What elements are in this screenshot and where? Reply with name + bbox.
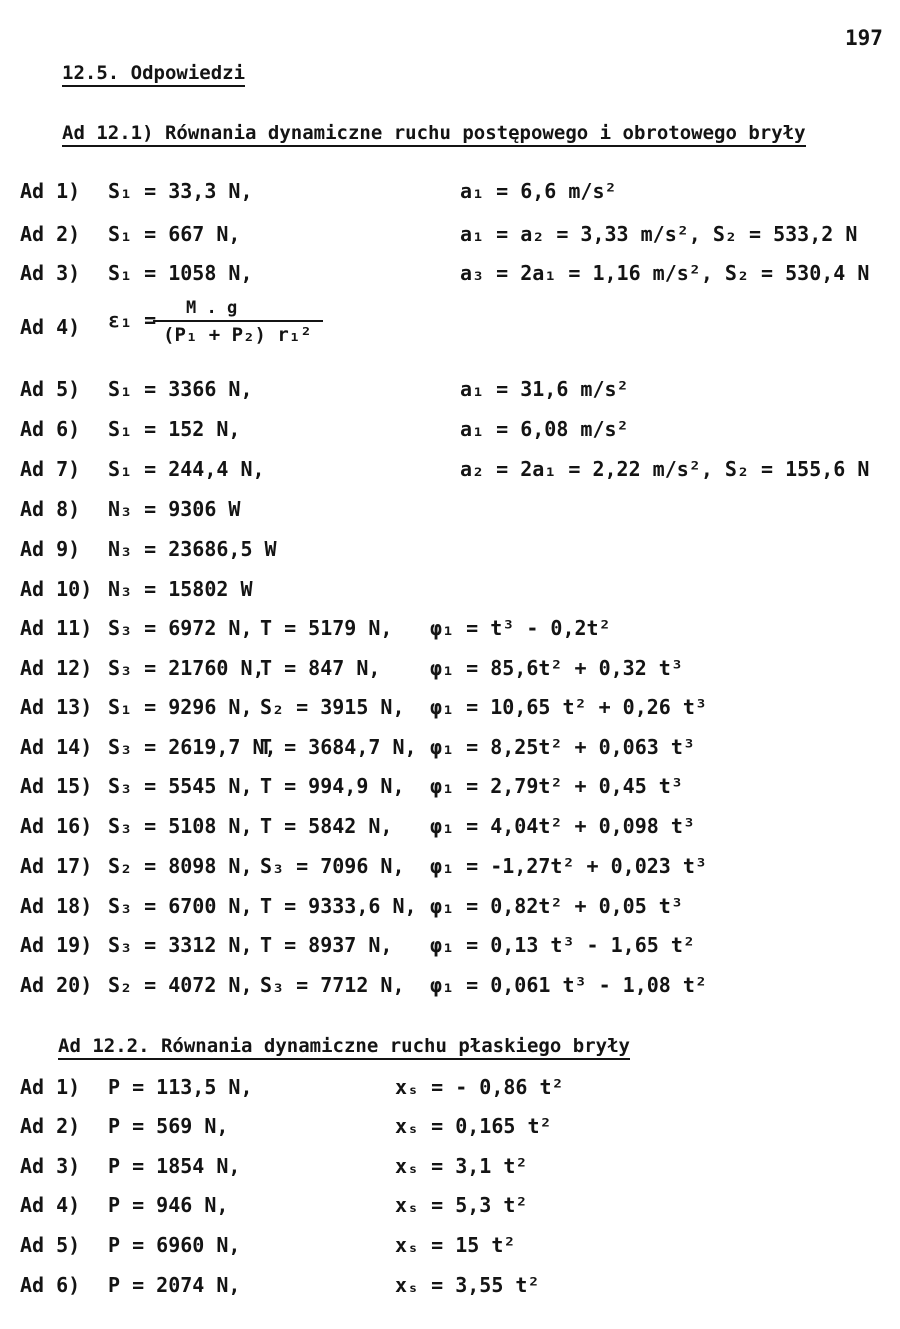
answer-value: S₃ = 6700 N, <box>108 894 253 918</box>
answer-label: Ad 6) <box>20 1273 81 1297</box>
answer-value: φ₁ = 8,25t² + 0,063 t³ <box>430 735 695 759</box>
answer-value-right: a₁ = 6,6 m/s² <box>460 179 617 203</box>
answer-label: Ad 7) <box>20 457 81 481</box>
answer-value: N₃ = 9306 W <box>108 497 241 521</box>
answer-label: Ad 1) <box>20 179 81 203</box>
answer-label: Ad 1) <box>20 1075 81 1099</box>
answer-label: Ad 6) <box>20 417 81 441</box>
answer-value: xₛ = 0,165 t² <box>395 1114 552 1138</box>
answer-value: T = 847 N, <box>260 656 381 680</box>
formula-numerator: M . g <box>186 298 238 318</box>
answer-label: Ad 2) <box>20 222 81 246</box>
answer-value: φ₁ = 10,65 t² + 0,26 t³ <box>430 695 707 719</box>
formula-denominator: (P₁ + P₂) r₁² <box>163 324 312 346</box>
answer-value: φ₁ = 0,82t² + 0,05 t³ <box>430 894 683 918</box>
answer-value: φ₁ = 0,061 t³ - 1,08 t² <box>430 973 707 997</box>
fraction-bar <box>153 320 323 322</box>
answer-value: S₃ = 5108 N, <box>108 814 253 838</box>
answer-value-right: a₁ = 6,08 m/s² <box>460 417 629 441</box>
answer-value: φ₁ = 85,6t² + 0,32 t³ <box>430 656 683 680</box>
answer-value: S₃ = 3312 N, <box>108 933 253 957</box>
answer-label: Ad 2) <box>20 1114 81 1138</box>
answer-value: S₃ = 6972 N, <box>108 616 253 640</box>
answer-label: Ad 20) <box>20 973 93 997</box>
answer-value: S₂ = 3915 N, <box>260 695 405 719</box>
answer-value: T = 5842 N, <box>260 814 393 838</box>
answer-label: Ad 16) <box>20 814 93 838</box>
answer-label: Ad 5) <box>20 377 81 401</box>
answer-value-right: a₁ = 31,6 m/s² <box>460 377 629 401</box>
answer-value-right: a₁ = a₂ = 3,33 m/s², S₂ = 533,2 N <box>460 222 858 246</box>
answer-value: S₁ = 152 N, <box>108 417 241 441</box>
answer-value: φ₁ = 4,04t² + 0,098 t³ <box>430 814 695 838</box>
subsection-title-2: Ad 12.2. Równania dynamiczne ruchu płaskiego bryły <box>58 1035 630 1060</box>
answer-value: S₁ = 1058 N, <box>108 261 253 285</box>
answer-label: Ad 17) <box>20 854 93 878</box>
answer-label: Ad 12) <box>20 656 93 680</box>
answer-value: xₛ = 15 t² <box>395 1233 516 1257</box>
answer-label: Ad 4) <box>20 1193 81 1217</box>
answer-value: P = 1854 N, <box>108 1154 241 1178</box>
answer-value: P = 946 N, <box>108 1193 229 1217</box>
answer-value: T = 8937 N, <box>260 933 393 957</box>
answer-value: P = 569 N, <box>108 1114 229 1138</box>
answer-value: S₃ = 5545 N, <box>108 774 253 798</box>
answer-value-right: a₃ = 2a₁ = 1,16 m/s², S₂ = 530,4 N <box>460 261 870 285</box>
answer-label: Ad 3) <box>20 261 81 285</box>
answer-label: Ad 19) <box>20 933 93 957</box>
answer-value: N₃ = 15802 W <box>108 577 253 601</box>
answer-value: P = 113,5 N, <box>108 1075 253 1099</box>
answer-value: S₁ = 33,3 N, <box>108 179 253 203</box>
answer-label: Ad 14) <box>20 735 93 759</box>
answer-label: Ad 4) <box>20 315 81 339</box>
subsection-title-1: Ad 12.1) Równania dynamiczne ruchu postępowego i obrotowego bryły <box>62 122 806 147</box>
answer-label: Ad 5) <box>20 1233 81 1257</box>
answer-value: N₃ = 23686,5 W <box>108 537 277 561</box>
answer-value-right: a₂ = 2a₁ = 2,22 m/s², S₂ = 155,6 N <box>460 457 870 481</box>
answer-label: Ad 8) <box>20 497 81 521</box>
answer-value: S₃ = 7712 N, <box>260 973 405 997</box>
formula-lhs: ε₁ = <box>108 308 157 332</box>
answer-value: T = 994,9 N, <box>260 774 405 798</box>
answer-label: Ad 13) <box>20 695 93 719</box>
answer-value: xₛ = 3,1 t² <box>395 1154 528 1178</box>
answer-label: Ad 18) <box>20 894 93 918</box>
answer-label: Ad 15) <box>20 774 93 798</box>
answer-value: S₂ = 8098 N, <box>108 854 253 878</box>
answer-label: Ad 9) <box>20 537 81 561</box>
answer-value: S₁ = 3366 N, <box>108 377 253 401</box>
answer-value: T = 3684,7 N, <box>260 735 417 759</box>
answer-value: S₃ = 7096 N, <box>260 854 405 878</box>
answer-value: φ₁ = t³ - 0,2t² <box>430 616 611 640</box>
answer-label: Ad 10) <box>20 577 93 601</box>
answer-value: P = 2074 N, <box>108 1273 241 1297</box>
answer-value: P = 6960 N, <box>108 1233 241 1257</box>
page-number: 197 <box>845 26 883 50</box>
answer-value: φ₁ = 2,79t² + 0,45 t³ <box>430 774 683 798</box>
answer-value: S₁ = 244,4 N, <box>108 457 265 481</box>
answer-value: S₁ = 9296 N, <box>108 695 253 719</box>
section-title: 12.5. Odpowiedzi <box>62 62 245 87</box>
answer-value: φ₁ = 0,13 t³ - 1,65 t² <box>430 933 695 957</box>
answer-value: T = 5179 N, <box>260 616 393 640</box>
answer-value: S₂ = 4072 N, <box>108 973 253 997</box>
answer-label: Ad 3) <box>20 1154 81 1178</box>
answer-value: xₛ = 3,55 t² <box>395 1273 540 1297</box>
answer-value: S₁ = 667 N, <box>108 222 241 246</box>
answer-value: xₛ = - 0,86 t² <box>395 1075 564 1099</box>
answer-label: Ad 11) <box>20 616 93 640</box>
answer-value: S₃ = 21760 N, <box>108 656 265 680</box>
answer-value: xₛ = 5,3 t² <box>395 1193 528 1217</box>
answer-value: φ₁ = -1,27t² + 0,023 t³ <box>430 854 707 878</box>
answer-value: T = 9333,6 N, <box>260 894 417 918</box>
answer-value: S₃ = 2619,7 N, <box>108 735 277 759</box>
